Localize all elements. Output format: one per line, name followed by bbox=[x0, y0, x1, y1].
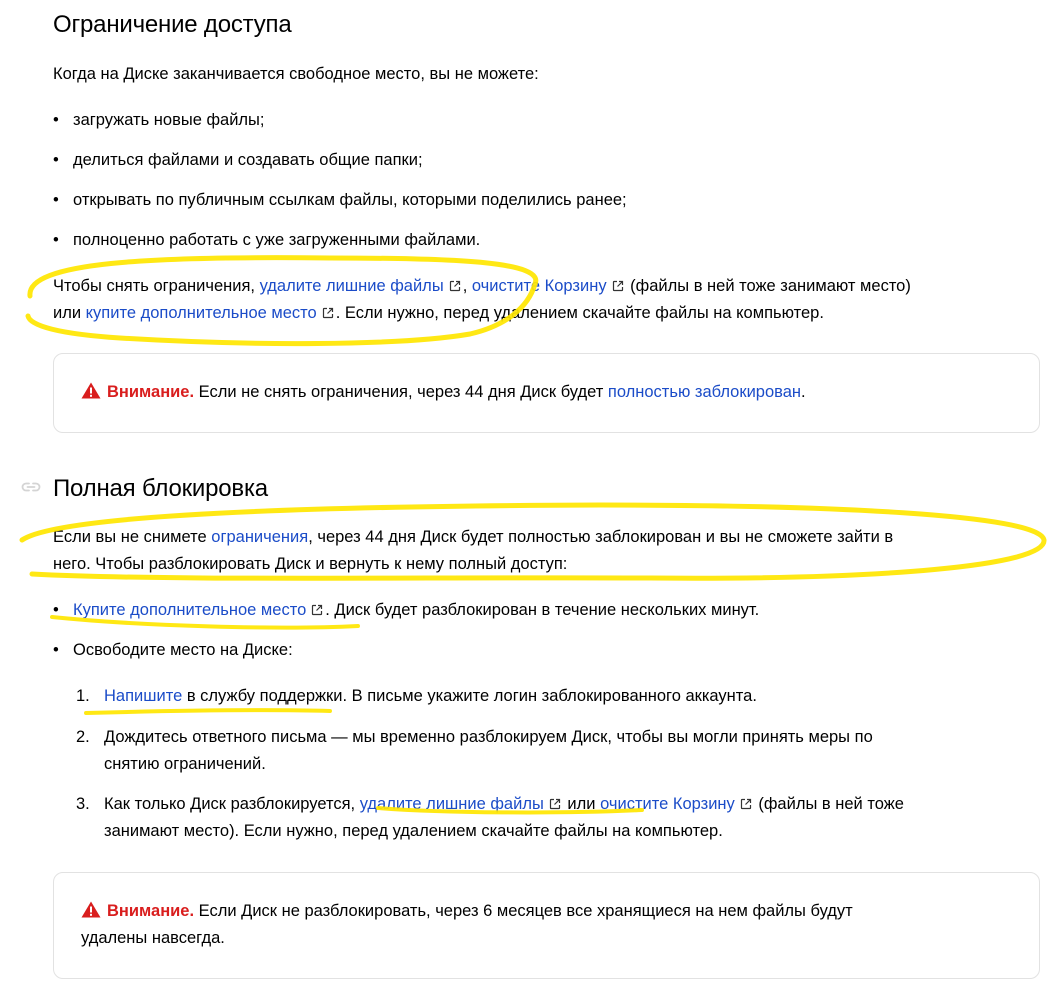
external-link-icon bbox=[740, 798, 752, 810]
warning-triangle-icon bbox=[81, 382, 101, 399]
section1-intro: Когда на Диске заканчивается свободное место, вы не можете: bbox=[53, 65, 539, 83]
warning-note-text-line-2: удалены навсегда. bbox=[81, 929, 225, 947]
step-number: 2. bbox=[76, 728, 90, 746]
section2-intro-line-1 bbox=[53, 524, 893, 551]
intro-line1-suffix: , через 44 дня Диск будет полностью заблокирован и вы не сможете зайти в bbox=[308, 528, 894, 546]
list-item-text: открывать по публичным ссылкам файлы, которыми поделились ранее; bbox=[73, 191, 627, 209]
buy-space-link[interactable]: Купите дополнительное место bbox=[73, 601, 307, 619]
warning-note bbox=[53, 353, 1040, 433]
intro-prefix: Если вы не снимете bbox=[53, 528, 212, 546]
warning-text: Если не снять ограничения, через 44 дня Диск будет bbox=[194, 383, 608, 401]
remedy-line2-suffix: . Если нужно, перед удалением скачайте файлы на компьютер. bbox=[335, 304, 824, 322]
warning-note-text bbox=[81, 379, 806, 406]
bullet-marker: • bbox=[53, 191, 59, 209]
section2-intro-line-2: него. Чтобы разблокировать Диск и вернуть к нему полный доступ: bbox=[53, 555, 568, 573]
list-item-text: делиться файлами и создавать общие папки; bbox=[73, 151, 423, 169]
buy-space-link[interactable]: купите дополнительное место bbox=[85, 304, 317, 322]
remedy-line-1 bbox=[53, 273, 911, 300]
anchor-link-icon[interactable] bbox=[20, 480, 42, 494]
step3-line1-suffix: (файлы в ней тоже bbox=[753, 795, 904, 813]
step2-line-2: снятию ограничений. bbox=[104, 755, 266, 773]
external-link-icon bbox=[612, 280, 624, 292]
bullet-marker: • bbox=[53, 111, 59, 129]
full-block-link[interactable]: полностью заблокирован bbox=[607, 383, 802, 401]
warning-note-text-line-1 bbox=[81, 898, 853, 925]
remedy-line2-prefix: или bbox=[53, 304, 86, 322]
remedy-suffix: (файлы в ней тоже занимают место) bbox=[625, 277, 911, 295]
step1-text: в службу поддержки. В письме укажите логин заблокированного аккаунта. bbox=[182, 687, 757, 705]
step3-line-1 bbox=[104, 791, 904, 818]
step3-line-2: занимают место). Если нужно, перед удалением скачайте файлы на компьютер. bbox=[104, 822, 723, 840]
remedy-line-2 bbox=[53, 300, 824, 327]
remedy-prefix: Чтобы снять ограничения, bbox=[53, 277, 260, 295]
bullet-marker: • bbox=[53, 231, 59, 249]
external-link-icon bbox=[322, 307, 334, 319]
step-text bbox=[104, 683, 757, 710]
list-item-text bbox=[73, 597, 759, 624]
warning-text: Если Диск не разблокировать, через 6 месяцев все хранящиеся на нем файлы будут bbox=[194, 902, 853, 920]
step3-prefix: Как только Диск разблокируется, bbox=[104, 795, 360, 813]
warning-note bbox=[53, 872, 1040, 979]
bullet-marker: • bbox=[53, 151, 59, 169]
step-number: 1. bbox=[76, 687, 90, 705]
write-support-link[interactable]: Напишите bbox=[104, 687, 183, 705]
delete-files-link[interactable]: удалите лишние файлы bbox=[259, 277, 444, 295]
warning-end: . bbox=[801, 383, 806, 401]
empty-trash-link[interactable]: очистите Корзину bbox=[600, 795, 735, 813]
step3-mid: или bbox=[562, 795, 601, 813]
section-title-full-block: Полная блокировка bbox=[53, 475, 268, 502]
external-link-icon bbox=[449, 280, 461, 292]
delete-files-link[interactable]: удалите лишние файлы bbox=[359, 795, 544, 813]
restrictions-link[interactable]: ограничения bbox=[211, 528, 309, 546]
external-link-icon bbox=[549, 798, 561, 810]
step2-line-1: Дождитесь ответного письма — мы временно разблокируем Диск, чтобы вы могли принять меры по bbox=[104, 728, 873, 746]
bullet-marker: • bbox=[53, 641, 59, 659]
warning-label: Внимание. bbox=[107, 902, 195, 920]
bullet-marker: • bbox=[53, 601, 59, 619]
warning-triangle-icon bbox=[81, 901, 101, 918]
warning-label: Внимание. bbox=[107, 383, 195, 401]
external-link-icon bbox=[311, 604, 323, 616]
list-item-text: Освободите место на Диске: bbox=[73, 641, 293, 659]
step-number: 3. bbox=[76, 795, 90, 813]
remedy-separator: , bbox=[462, 277, 472, 295]
section-title-access-restriction: Ограничение доступа bbox=[53, 11, 292, 38]
list-item-text: полноценно работать с уже загруженными файлами. bbox=[73, 231, 481, 249]
highlight-underline-write-support bbox=[86, 710, 330, 713]
empty-trash-link[interactable]: очистите Корзину bbox=[471, 277, 607, 295]
list-item-text: загружать новые файлы; bbox=[73, 111, 265, 129]
bullet1-suffix: . Диск будет разблокирован в течение нескольких минут. bbox=[325, 601, 760, 619]
